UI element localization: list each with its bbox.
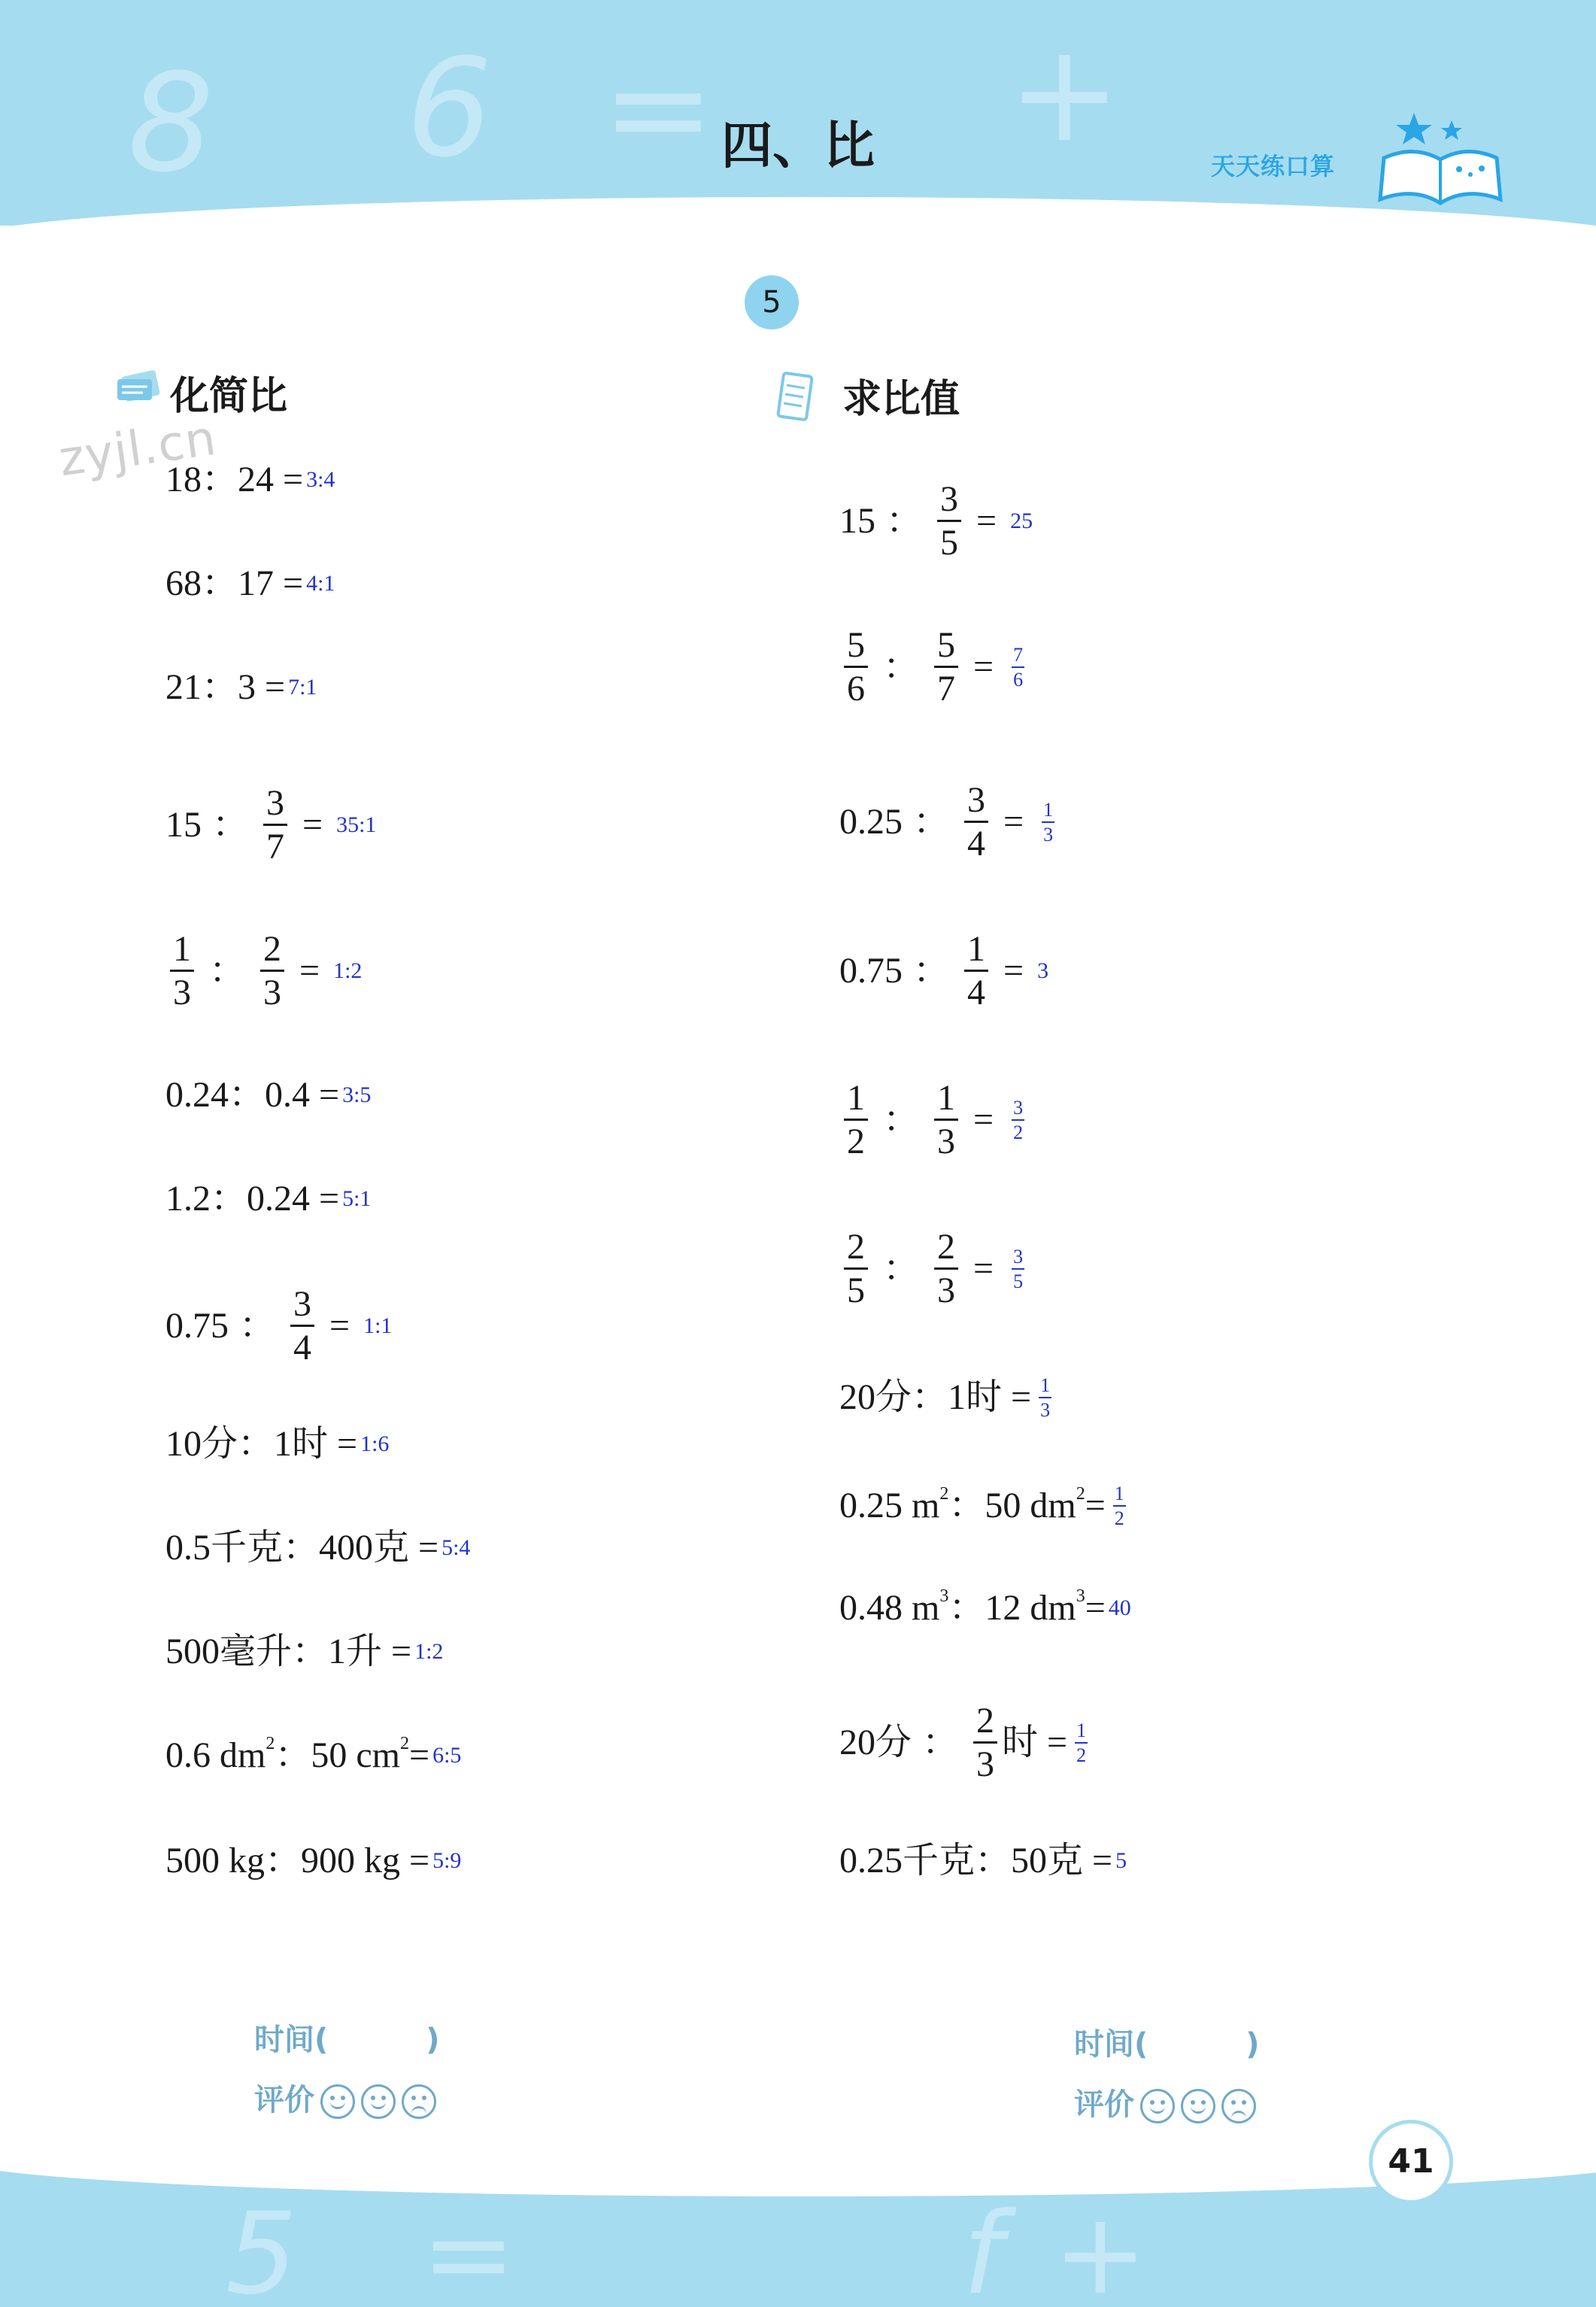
ratio-colon: ： xyxy=(209,950,246,991)
exponent: 2 xyxy=(939,1484,949,1504)
problem-text: ：50 $cm^2$ xyxy=(275,1733,409,1775)
problem-text: 68：17 = xyxy=(165,563,304,603)
ratio-value-problem xyxy=(839,779,1059,864)
deco-digit: + xyxy=(1008,15,1121,172)
fraction xyxy=(934,624,958,709)
denominator: 3 xyxy=(263,973,282,1013)
problem-text: = xyxy=(1085,1587,1106,1628)
simplify-problem xyxy=(165,459,335,498)
exponent: 2 xyxy=(400,1733,409,1753)
ratio-colon: ： xyxy=(212,804,249,845)
answer: 3 xyxy=(1037,958,1049,983)
denominator: 3 xyxy=(937,1270,956,1311)
answer: 40 xyxy=(1108,1595,1131,1620)
footer-band xyxy=(0,2166,1596,2307)
time-close: ) xyxy=(1246,2027,1260,2062)
fraction xyxy=(934,1226,958,1311)
denominator: 2 xyxy=(1076,1744,1087,1766)
problem-text: ：12 $dm^3$ xyxy=(948,1586,1085,1628)
equals-sign: = xyxy=(973,646,994,687)
problem-text: 0.25 $m^2$ xyxy=(839,1484,949,1526)
numerator: 1 xyxy=(844,1077,868,1121)
denominator: 7 xyxy=(266,827,285,867)
simplify-problem xyxy=(165,1074,371,1113)
denominator: 6 xyxy=(847,669,865,709)
problem-text: 0.48 $m^3$ xyxy=(839,1586,949,1628)
fraction xyxy=(973,1700,997,1785)
ratio-value-problem xyxy=(839,1482,1130,1530)
fraction xyxy=(964,779,988,864)
numerator: 1 xyxy=(1042,798,1054,823)
denominator: 3 xyxy=(173,973,191,1013)
deco-digit: 5 xyxy=(226,2189,298,2307)
fraction xyxy=(844,1077,868,1162)
ratio-value-problem xyxy=(839,478,1033,563)
exponent: 2 xyxy=(265,1733,275,1753)
numerator: 1 xyxy=(1075,1719,1088,1744)
numerator: 3 xyxy=(290,1283,314,1327)
numerator: 3 xyxy=(1012,1245,1024,1270)
answer-fraction xyxy=(1012,643,1024,691)
simplify-problem xyxy=(165,928,362,1013)
answer: 25 xyxy=(1010,508,1033,533)
time-close: ) xyxy=(426,2023,440,2057)
time-field-right xyxy=(1074,2020,1260,2063)
deco-digit: 8 xyxy=(128,45,214,202)
problem-text: 500毫升：1升 = xyxy=(165,1631,412,1671)
equals-sign: = xyxy=(299,950,320,991)
fraction xyxy=(844,1226,868,1311)
ratio-colon: ： xyxy=(883,646,920,687)
brand-label: 天天练口算 xyxy=(1211,152,1336,181)
evaluation-label: 评价 xyxy=(1074,2087,1134,2122)
simplify-problem xyxy=(165,782,376,867)
exercise-icon xyxy=(114,363,162,405)
simplify-problem xyxy=(165,666,317,706)
answer-fraction xyxy=(1012,1245,1024,1293)
sad-face-icon[interactable] xyxy=(402,2084,436,2119)
section-title-simplify: 化简比 xyxy=(170,374,288,419)
book-icon xyxy=(1369,105,1512,211)
denominator: 3 xyxy=(976,1744,995,1785)
deco-digit: + xyxy=(1053,2189,1148,2307)
simplify-problem xyxy=(165,1283,392,1368)
problem-text: 1.2：0.24 = xyxy=(165,1178,340,1219)
exponent: 3 xyxy=(939,1586,949,1606)
numerator: 3 xyxy=(964,779,988,823)
problem-text: 18：24 = xyxy=(165,459,304,499)
equals-sign: = xyxy=(1003,801,1024,842)
numerator: 2 xyxy=(844,1226,868,1270)
ratio-colon: ： xyxy=(922,1722,959,1762)
evaluation-right xyxy=(1074,2081,1256,2123)
problem-text: 0.5千克：400克 = xyxy=(165,1527,439,1568)
ratio-value-problem xyxy=(839,1840,1127,1879)
simplify-problem xyxy=(165,1527,470,1566)
answer: 4:1 xyxy=(306,570,335,596)
equals-sign: = xyxy=(973,1099,994,1140)
sad-face-icon[interactable] xyxy=(1221,2089,1256,2123)
simplify-problem xyxy=(165,1423,389,1462)
numerator: 7 xyxy=(1012,643,1024,668)
numerator: 2 xyxy=(934,1226,958,1270)
numerator: 2 xyxy=(260,928,284,972)
numerator: 2 xyxy=(973,1700,997,1744)
equals-sign: = xyxy=(976,500,997,541)
denominator: 3 xyxy=(1043,823,1054,845)
equals-sign: = xyxy=(973,1248,994,1289)
denominator: 4 xyxy=(967,973,986,1013)
answer: 1:6 xyxy=(360,1431,390,1456)
problem-text: 0.75 xyxy=(839,950,903,991)
simplify-problem xyxy=(165,1178,371,1217)
fraction xyxy=(263,782,287,867)
problem-text: = xyxy=(409,1735,430,1775)
deco-digit: = xyxy=(602,30,715,187)
denominator: 6 xyxy=(1013,668,1024,691)
answer: 1:2 xyxy=(414,1638,444,1664)
evaluation-left xyxy=(254,2076,436,2119)
problem-text: 0.25千克：50克 = xyxy=(839,1840,1113,1881)
numerator: 1 xyxy=(170,928,194,972)
problem-text: 0.75 xyxy=(165,1305,229,1346)
problem-text: 20分：1时 = xyxy=(839,1377,1032,1418)
denominator: 2 xyxy=(1114,1507,1124,1530)
fraction xyxy=(170,928,194,1013)
fraction xyxy=(844,624,868,709)
smile-face-icon[interactable] xyxy=(1181,2089,1215,2123)
ratio-value-problem xyxy=(839,1700,1092,1785)
happy-face-icon[interactable] xyxy=(320,2084,355,2119)
page-title: 四、比 xyxy=(721,117,875,176)
deco-digit: 6 xyxy=(406,30,493,187)
equals-sign: = xyxy=(1003,950,1024,991)
numerator: 3 xyxy=(1012,1096,1024,1121)
ratio-value-problem xyxy=(839,1587,1131,1626)
denominator: 5 xyxy=(940,523,959,563)
numerator: 3 xyxy=(263,782,287,826)
answer: 1:2 xyxy=(333,958,363,983)
denominator: 3 xyxy=(937,1122,956,1162)
deco-digit: f xyxy=(963,2189,1003,2307)
fraction xyxy=(934,1077,958,1162)
answer: 35:1 xyxy=(336,812,377,837)
notebook-icon xyxy=(775,369,815,426)
happy-face-icon[interactable] xyxy=(1140,2089,1175,2123)
fraction xyxy=(290,1283,314,1368)
answer: 5:1 xyxy=(342,1185,372,1211)
ratio-value-problem xyxy=(839,1226,1029,1311)
answer-fraction xyxy=(1113,1482,1126,1530)
answer: 1:1 xyxy=(363,1313,393,1338)
answer: 5:4 xyxy=(441,1534,471,1560)
answer: 7:1 xyxy=(288,674,317,700)
numerator: 3 xyxy=(937,478,961,522)
deco-digit: = xyxy=(421,2189,516,2307)
fraction xyxy=(964,928,988,1013)
answer-fraction xyxy=(1042,798,1054,846)
exponent: 3 xyxy=(1076,1586,1085,1606)
ratio-colon: ： xyxy=(883,1099,920,1140)
ratio-colon: ： xyxy=(239,1305,276,1346)
numerator: 5 xyxy=(844,624,868,668)
denominator: 4 xyxy=(967,824,986,864)
simplify-problem xyxy=(165,1840,461,1879)
smile-face-icon[interactable] xyxy=(361,2084,396,2119)
simplify-problem xyxy=(165,1735,461,1774)
denominator: 2 xyxy=(847,1122,865,1162)
denominator: 2 xyxy=(1013,1121,1024,1143)
ratio-value-problem xyxy=(839,1374,1056,1422)
answer: 5 xyxy=(1115,1847,1127,1873)
problem-text: 时 = xyxy=(1002,1722,1068,1762)
problem-text: 0.25 xyxy=(839,801,903,842)
ratio-value-problem xyxy=(839,928,1048,1013)
fraction xyxy=(937,478,961,563)
denominator: 7 xyxy=(937,669,956,709)
equals-sign: = xyxy=(329,1305,350,1346)
answer: 3:4 xyxy=(306,466,335,492)
problem-text: ：50 $dm^2$ xyxy=(948,1484,1085,1526)
answer-fraction xyxy=(1039,1374,1051,1422)
answer: 3:5 xyxy=(342,1082,372,1107)
ratio-value-problem xyxy=(839,1077,1029,1162)
problem-text: 10分：1时 = xyxy=(165,1423,358,1464)
denominator: 4 xyxy=(293,1328,312,1368)
denominator: 5 xyxy=(847,1270,865,1311)
ratio-value-problem xyxy=(839,624,1029,709)
problem-text: = xyxy=(1085,1486,1106,1526)
ratio-colon: ： xyxy=(913,801,950,842)
simplify-problem xyxy=(165,563,335,602)
simplify-problem xyxy=(165,1631,443,1670)
denominator: 3 xyxy=(1040,1399,1051,1422)
problem-text: 0.6 $dm^2$ xyxy=(165,1733,275,1775)
answer-fraction xyxy=(1075,1719,1088,1767)
numerator: 1 xyxy=(934,1077,958,1121)
ratio-colon: ： xyxy=(883,1248,920,1289)
equals-sign: = xyxy=(302,804,323,845)
evaluation-label: 评价 xyxy=(254,2083,314,2117)
problem-text: 20分 xyxy=(839,1722,912,1762)
answer: 5:9 xyxy=(432,1847,462,1873)
problem-text: 15 xyxy=(165,804,202,845)
time-label: 时间( xyxy=(1074,2027,1148,2062)
time-field-left xyxy=(254,2016,440,2059)
denominator: 5 xyxy=(1013,1270,1024,1292)
answer: 6:5 xyxy=(432,1742,462,1768)
numerator: 1 xyxy=(1039,1374,1051,1398)
answer-fraction xyxy=(1012,1096,1024,1144)
ratio-colon: ： xyxy=(913,950,950,991)
watermark: zyjl.cn xyxy=(55,410,220,488)
problem-text: 0.24：0.4 = xyxy=(165,1074,340,1115)
time-label: 时间( xyxy=(254,2023,329,2057)
numerator: 1 xyxy=(964,928,988,972)
section-title-ratio-value: 求比值 xyxy=(842,377,960,422)
page-number: 41 xyxy=(1369,2120,1453,2204)
day-number-badge: 5 xyxy=(745,275,799,329)
numerator: 1 xyxy=(1113,1482,1126,1507)
problem-text: 15 xyxy=(839,500,875,541)
ratio-colon: ： xyxy=(886,500,923,541)
problem-text: 21：3 = xyxy=(165,666,286,707)
exponent: 2 xyxy=(1076,1484,1085,1504)
numerator: 5 xyxy=(934,624,958,668)
problem-text: 500 kg：900 kg = xyxy=(165,1840,430,1881)
fraction xyxy=(260,928,284,1013)
